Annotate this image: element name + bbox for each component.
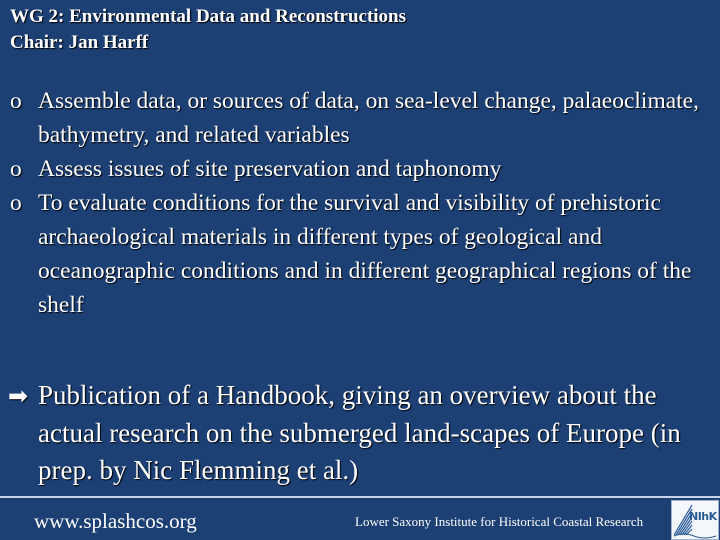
bullet-marker-icon: o — [10, 88, 22, 114]
conclusion-block — [8, 377, 708, 490]
bullet-marker-icon: o — [10, 190, 22, 216]
bullet-item — [10, 152, 710, 186]
bullet-list — [10, 84, 710, 322]
arrow-right-icon: ➡ — [8, 382, 29, 410]
title-line-2: Chair: Jan Harff — [10, 32, 149, 53]
logo-lettering: NIhK — [689, 510, 717, 523]
slide-title — [10, 4, 406, 56]
conclusion-text: Publication of a Handbook, giving an overview about the actual research on the submerged land-scapes of Europe (in prep. by Nic Flemming et al.) — [38, 380, 681, 485]
footer-institute: Lower Saxony Institute for Historical Coastal Research — [355, 514, 644, 529]
bullet-text: Assemble data, or sources of data, on sea-level change, palaeoclimate, bathymetry, and related variables — [38, 88, 699, 148]
nihk-logo-icon — [671, 500, 719, 540]
bullet-text: To evaluate conditions for the survival and visibility of prehistoric archaeological materials in different types of geological and oceanographic conditions and in different geographical regions of the shelf — [38, 190, 692, 318]
bullet-text: Assess issues of site preservation and taphonomy — [38, 156, 502, 182]
title-line-1: WG 2: Environmental Data and Reconstructions — [10, 6, 407, 27]
bullet-marker-icon: o — [10, 156, 22, 182]
footer-divider — [0, 496, 720, 498]
footer-url-link[interactable]: www.splashcos.org — [34, 509, 197, 533]
bullet-item — [10, 84, 710, 152]
bullet-item — [10, 186, 710, 322]
